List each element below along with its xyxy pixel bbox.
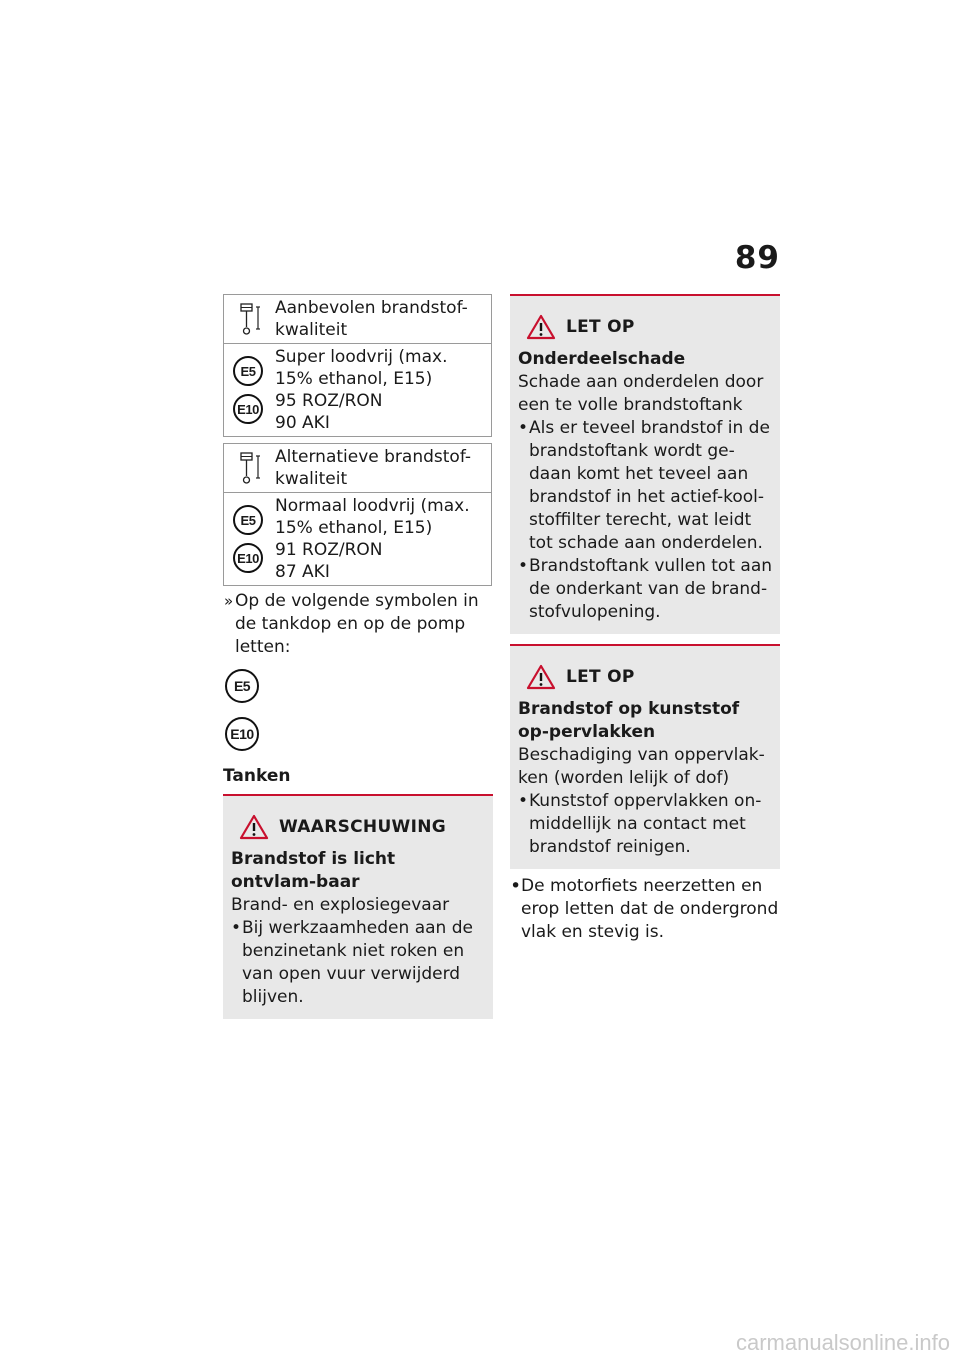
caution-triangle-icon <box>526 314 556 340</box>
fuel-pump-icon <box>237 450 263 486</box>
caution-subject: Brandstof op kunststof op-pervlakken <box>518 699 740 742</box>
instruction-bullet: • De motorfiets neerzetten en erop letten dat de ondergrond vlak en stevig is. <box>510 875 779 942</box>
left-column <box>223 294 493 1019</box>
fuel-row-label: Alternatieve brandstof-kwaliteit <box>274 444 492 493</box>
caution-consequence: Schade aan onderdelen door een te volle brandstoftank <box>518 372 764 415</box>
section-title: Tanken <box>223 766 291 786</box>
caution-triangle-icon <box>526 664 556 690</box>
caution-notice-component-damage <box>510 294 780 634</box>
fuel-row-recommended-header <box>224 295 492 344</box>
e5-symbol-icon: E5 <box>225 669 259 703</box>
fuel-grade-line: Super loodvrij (max. <box>275 347 448 367</box>
caution-label: LET OP <box>566 666 635 687</box>
caution-bullet: • Kunststof oppervlakken on-middellijk na contact met brandstof reinigen. <box>518 791 762 857</box>
caution-bullet: • Brandstoftank vullen tot aan de onderkant van de brand-stofvulopening. <box>518 556 773 622</box>
fuel-quality-table <box>223 294 492 586</box>
caution-consequence: Beschadiging van oppervlak-ken (worden lelijk of dof) <box>518 745 765 788</box>
step-text: Op de volgende symbolen in de tankdop en op de pomp letten: <box>235 591 479 657</box>
e10-symbol-icon: E10 <box>225 717 259 751</box>
fuel-pump-icon <box>237 301 263 337</box>
fuel-grade-line: 15% ethanol, E15) <box>275 518 433 538</box>
caution-bullet: • Als er teveel brandstof in de brandstoftank wordt ge-daan komt het teveel aan brandstof in het actief-kool-stoffilter terecht, wat leidt tot schade aan onderdelen. <box>518 418 770 553</box>
fuel-row-alternative-header <box>224 444 492 493</box>
e5-badge-icon: E5 <box>233 505 263 535</box>
caution-subject: Onderdeelschade <box>518 349 686 369</box>
caution-label: LET OP <box>566 316 635 337</box>
warning-bullet: • Bij werkzaamheden aan de benzinetank niet roken en van open vuur verwijderd blijven. <box>231 918 473 1007</box>
symbol-list <box>223 669 493 751</box>
right-column <box>510 294 780 944</box>
fuel-grade-line: 87 AKI <box>275 562 330 582</box>
fuel-grade-line: 91 ROZ/RON <box>275 540 383 560</box>
caution-notice-plastic-surfaces <box>510 644 780 869</box>
watermark: carmanualsonline.info <box>735 1330 950 1355</box>
fuel-row-alternative-grade <box>224 493 492 586</box>
fuel-grade-line: 15% ethanol, E15) <box>275 369 433 389</box>
e5-badge-icon: E5 <box>233 356 263 386</box>
fuel-row-recommended-grade <box>224 344 492 437</box>
warning-notice <box>223 794 493 1019</box>
warning-bullet-text: Bij werkzaamheden aan de benzinetank niet roken en van open vuur verwijderd blijven. <box>242 918 473 1007</box>
instruction-bullet-text: De motorfiets neerzetten en erop letten dat de ondergrond vlak en stevig is. <box>521 876 779 942</box>
fuel-row-label: Aanbevolen brandstof-kwaliteit <box>274 295 492 344</box>
warning-subject: Brandstof is licht ontvlam-baar <box>231 849 396 892</box>
e10-badge-icon: E10 <box>233 543 263 573</box>
instruction-step <box>223 590 493 659</box>
e10-badge-icon: E10 <box>233 394 263 424</box>
warning-consequence: Brand- en explosiegevaar <box>231 895 450 915</box>
step-marker: » <box>224 592 234 610</box>
warning-triangle-icon <box>239 814 269 840</box>
caution-bullet-text: Als er teveel brandstof in de brandstoftank wordt ge-daan komt het teveel aan brandstof in het actief-kool-stoffilter terecht, wat leidt tot schade aan onderdelen. <box>529 418 770 553</box>
fuel-grade-line: Normaal loodvrij (max. <box>275 496 470 516</box>
caution-bullet-text: Kunststof oppervlakken on-middellijk na contact met brandstof reinigen. <box>529 791 762 857</box>
fuel-grade-line: 90 AKI <box>275 413 330 433</box>
fuel-grade-line: 95 ROZ/RON <box>275 391 383 411</box>
page-number: 89 <box>734 240 780 276</box>
caution-bullet-text: Brandstoftank vullen tot aan de onderkant van de brand-stofvulopening. <box>529 556 773 622</box>
warning-label: WAARSCHUWING <box>279 816 447 837</box>
